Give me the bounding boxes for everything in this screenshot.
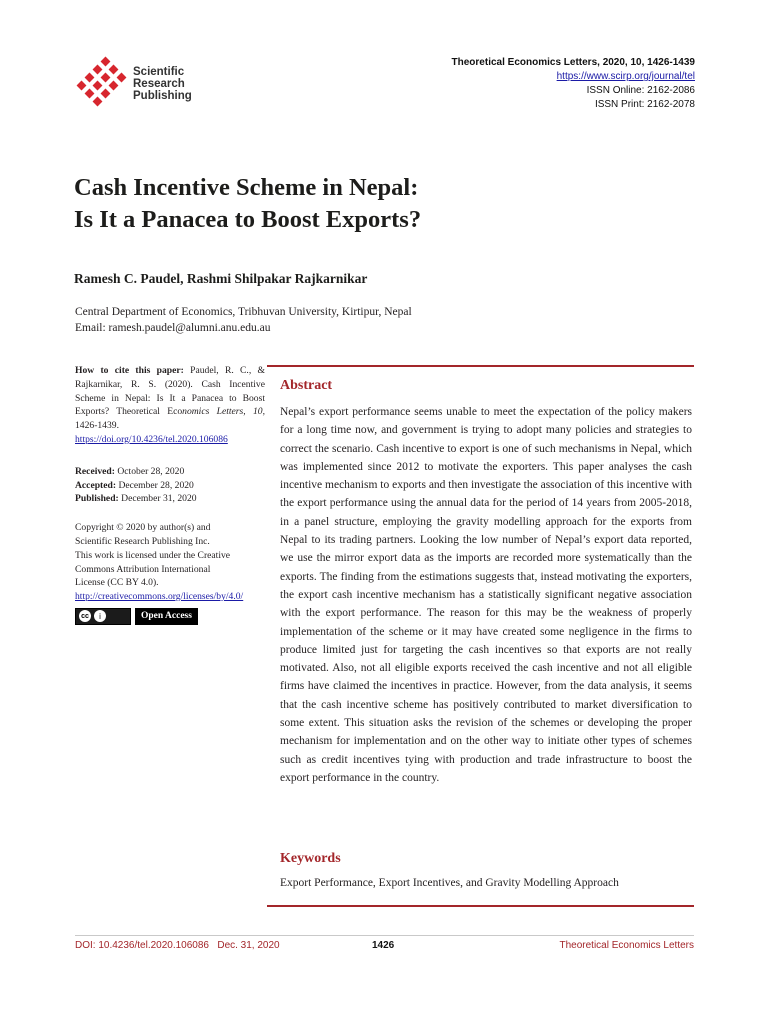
accepted-date: December 28, 2020 [118, 479, 194, 491]
title-line-2: Is It a Panacea to Boost Exports? [74, 206, 422, 233]
abstract-text: Nepal’s export performance seems unable to meet the expectation of the policy makers for a long time now, and government is trying to adopt many policies and strategies to correct the scenario. Cash incentive to export is one of such mechanisms in Nepal, which was implemented since 2012 to motivate the exporters. This paper analyses the cash incentive mechanism to exports and then investigate the association of this incentive with the export performance using the annual data for the period of 14 years from 2005-2018, in a panel structure, employing the gravity modelling approach for the exports from Nepal to its trading partners. Looking the low number of Nepal’s export data reported, we use the mirror export data as the imports are recorded more systematically than the exports. The finding from the estimations suggests that, instead motivating the exporters, the export cash incentive mechanism has a statistically significant negative association with the export performance. The reason for this may be the weakness of properly implementation of the scheme or it may have created some negligence in the firms to produce limited just for targeting the cash incentives so that exports are not really motivated. Also, not all eligible exports received the cash incentive and not all eligible firms have claimed the incentives in practice. However, from the data analysis, it seems that the cash incentive scheme has positively contributed to market diversification to some extent. This situation asks the revision of the schemes or developing the proper mechanism for implementation and on the other way to initiate other types of schemes such as credit incentives tying with production and trade infrastructure to boost the export performance in the country. [280, 406, 692, 784]
email: Email: ramesh.paudel@alumni.anu.edu.au [75, 322, 271, 334]
affiliation: Central Department of Economics, Tribhuvan University, Kirtipur, Nepal [75, 306, 412, 318]
issn-online: ISSN Online: 2162-2086 [586, 85, 695, 96]
cc-by-badge[interactable] [75, 608, 131, 625]
publisher-logo-icon [76, 56, 132, 112]
publisher-line-1: Scientific [133, 66, 185, 78]
authors: Ramesh C. Paudel, Rashmi Shilpakar Rajkarnikar [74, 271, 368, 286]
journal-citation: Theoretical Economics Letters, 2020, 10, 1426-1439 [451, 57, 695, 68]
issn-print: ISSN Print: 2162-2078 [594, 99, 695, 110]
page-number: 1426 [372, 940, 395, 951]
received-date: October 28, 2020 [117, 465, 185, 477]
cite-journal-italic: nomics Letters, 10, [182, 406, 265, 418]
copyright-line-3: This work is licensed under the Creative [75, 549, 231, 561]
published-label: Published: [75, 493, 119, 505]
attribution-icon: i [94, 610, 106, 622]
doi-link[interactable]: https://doi.org/10.4236/tel.2020.106086 [75, 433, 228, 445]
open-access-badge[interactable]: Open Access [135, 608, 198, 625]
sidebar [75, 364, 265, 625]
copyright-line-4: Commons Attribution International [75, 563, 211, 575]
published-date: December 31, 2020 [121, 493, 197, 505]
abstract-bottom-rule [267, 905, 694, 907]
publisher-name [133, 66, 192, 102]
journal-url-link[interactable]: https://www.scirp.org/journal/tel [556, 71, 695, 82]
footer-doi-date [75, 940, 280, 951]
cite-label: How to cite this paper: [75, 365, 184, 376]
copyright-block [75, 521, 265, 604]
dates-block [75, 465, 265, 506]
license-link[interactable]: http://creativecommons.org/licenses/by/4.0/ [75, 591, 244, 603]
keywords-text: Export Performance, Export Incentives, and Gravity Modelling Approach [280, 877, 619, 889]
journal-meta [452, 56, 695, 112]
cite-text: Paudel, R. C., & Rajkarnikar, R. S. (2020). Cash Incentive Scheme in Nepal: Is It a Panacea to Boost Exports? Theoretical Eco [75, 365, 265, 418]
footer-rule [75, 935, 694, 936]
affiliation-block [75, 304, 412, 336]
received-label: Received: [75, 465, 115, 477]
copyright-line-1: Copyright © 2020 by author(s) and [75, 522, 211, 534]
accepted-label: Accepted: [75, 479, 117, 491]
copyright-line-5: License (CC BY 4.0). [75, 577, 159, 589]
publisher-line-3: Publishing [133, 90, 192, 102]
publisher-line-2: Research [133, 78, 185, 90]
footer-doi: DOI: 10.4236/tel.2020.106086 [75, 940, 209, 951]
footer-date: Dec. 31, 2020 [217, 940, 280, 951]
abstract-heading: Abstract [280, 378, 333, 393]
badges [75, 608, 265, 625]
footer-journal: Theoretical Economics Letters [559, 940, 694, 951]
abstract-top-rule [267, 365, 694, 367]
paper-title [74, 172, 634, 236]
title-line-1: Cash Incentive Scheme in Nepal: [74, 174, 419, 201]
copyright-line-2: Scientific Research Publishing Inc. [75, 535, 210, 547]
cc-icon: cc [79, 610, 91, 622]
keywords-heading: Keywords [280, 851, 341, 866]
cite-pages: 1426-1439. [75, 420, 119, 432]
citation-block [75, 364, 265, 447]
